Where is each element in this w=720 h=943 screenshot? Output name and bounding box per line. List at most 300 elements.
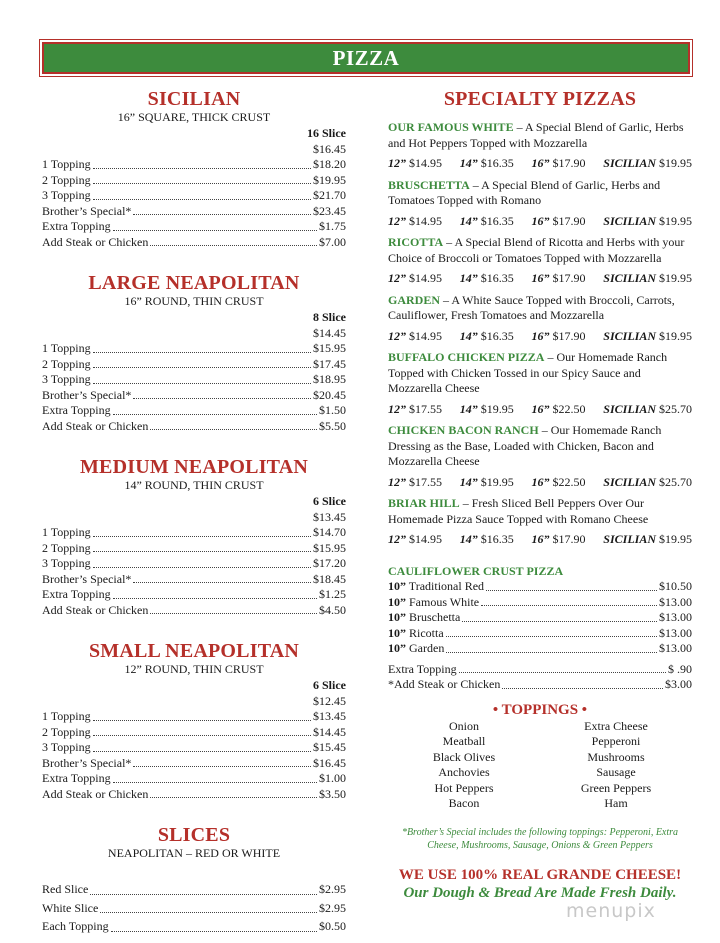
price-value: $17.90: [552, 271, 586, 285]
price-list: [42, 525, 346, 618]
item-price: $3.50: [319, 786, 346, 801]
price-row: [42, 525, 346, 541]
size-label: 16”: [531, 213, 550, 228]
item-price: $2.95: [319, 900, 346, 915]
price-row: [388, 626, 692, 642]
item-label: 2 Topping: [42, 172, 91, 187]
price-row: [42, 219, 346, 235]
pizza-description: [388, 235, 692, 266]
pizza-desc-text: – A Special Blend of Garlic, Herbs and Hot Peppers Topped with Mozzarella: [388, 120, 684, 150]
price-row: [42, 157, 346, 173]
item-price: $17.45: [313, 356, 346, 371]
size-price: [460, 532, 514, 548]
size-label: SICILIAN: [603, 328, 656, 343]
item-price: $17.20: [313, 556, 346, 570]
price-value: $16.35: [480, 156, 514, 170]
item-label: 1 Topping: [42, 525, 91, 539]
size-label: 16 Slice: [307, 126, 346, 140]
dot-leader: [93, 536, 311, 537]
topping-item: Green Peppers: [580, 780, 652, 795]
price-row: [42, 787, 346, 803]
item-label: 3 Topping: [42, 556, 91, 570]
section-title: SICILIAN: [147, 88, 241, 110]
pizza-prices: [388, 402, 692, 418]
specialty-pizza: [388, 293, 692, 345]
item-size: 10”: [388, 641, 406, 655]
section-subtitle: 16” ROUND, THIN CRUST: [124, 294, 264, 308]
size-label: 6 Slice: [313, 678, 346, 692]
pizza-name: OUR FAMOUS WHITE: [388, 120, 514, 134]
item-price: $2.95: [319, 882, 346, 896]
item-label: 2 Topping: [42, 540, 91, 555]
dot-leader: [100, 912, 317, 913]
dot-leader: [90, 894, 317, 895]
specialty-pizza: [388, 235, 692, 287]
cauliflower-section: [388, 564, 692, 693]
price-value: $22.50: [552, 474, 586, 489]
dot-leader: [133, 582, 311, 583]
size-label: 12”: [388, 328, 406, 343]
specialty-pizza: [388, 496, 692, 548]
dot-leader: [113, 414, 317, 415]
section-title: LARGE NEAPOLITAN: [88, 272, 300, 294]
size-label: SICILIAN: [603, 156, 656, 170]
sicilian-section: [42, 88, 346, 250]
price-row: [388, 677, 692, 693]
item-label: 1 Topping: [42, 709, 91, 723]
toppings-section: [388, 701, 692, 812]
size-label: 14”: [459, 271, 478, 285]
item-size: 10”: [388, 625, 406, 640]
price-row: [42, 709, 346, 725]
slices-section: [42, 824, 346, 936]
left-column: [42, 86, 346, 936]
specialty-title: SPECIALTY PIZZAS: [443, 88, 637, 110]
topping-item: Extra Cheese: [584, 718, 648, 733]
size-label: 16”: [531, 271, 550, 285]
pizza-description: [388, 178, 692, 209]
item-label: 3 Topping: [42, 188, 91, 202]
price-row: [42, 603, 346, 619]
price-value: $14.95: [409, 213, 442, 228]
price-row: [42, 587, 346, 603]
item-label: Add Steak or Chicken: [42, 602, 149, 617]
size-price: [460, 271, 514, 287]
dot-leader: [133, 214, 311, 215]
price-row: [388, 641, 692, 657]
item-price: $18.45: [313, 571, 346, 586]
size-label: 14”: [459, 474, 478, 489]
price-value: $16.35: [480, 328, 514, 343]
cauliflower-extras: [388, 662, 692, 693]
price-row: [42, 357, 346, 373]
price-row: [42, 419, 346, 435]
price-value: $19.95: [658, 532, 692, 546]
section-subtitle: NEAPOLITAN – RED OR WHITE: [107, 846, 281, 860]
price-row: [388, 579, 692, 595]
item-size: 10”: [388, 579, 406, 593]
dot-leader: [113, 230, 317, 231]
item-price: $0.50: [319, 919, 346, 933]
item-price: $15.95: [313, 341, 346, 355]
item-price: $13.00: [659, 594, 692, 609]
price-list: [42, 709, 346, 802]
dot-leader: [502, 688, 663, 689]
item-label: Extra Topping: [42, 403, 111, 417]
item-label: Brother’s Special*: [42, 203, 132, 218]
item-label: *Add Steak or Chicken: [388, 677, 501, 691]
size-label: 16”: [531, 328, 550, 343]
specialty-pizza: [388, 350, 692, 417]
pizza-name: BUFFALO CHICKEN PIZZA: [388, 350, 545, 364]
item-price: $23.45: [313, 203, 346, 218]
size-price: [603, 156, 692, 172]
dot-leader: [462, 621, 657, 622]
price-row: [42, 403, 346, 419]
specialty-pizza: [388, 423, 692, 490]
size-label: 14”: [459, 401, 478, 416]
dot-leader: [150, 245, 317, 246]
pizza-description: [388, 293, 692, 324]
price-row: [42, 541, 346, 557]
price-row: [42, 740, 346, 756]
item-price: $1.00: [319, 771, 346, 785]
topping-item: Ham: [604, 796, 628, 810]
price-value: $16.35: [480, 532, 514, 546]
price-row: [42, 173, 346, 189]
section-title: SLICES: [157, 824, 231, 846]
item-label: Extra Topping: [42, 587, 111, 601]
dot-leader: [93, 367, 311, 368]
dot-leader: [446, 652, 657, 653]
price-row: [42, 372, 346, 388]
price-value: $14.95: [409, 156, 442, 170]
topping-item: Pepperoni: [591, 734, 641, 748]
price-row: [42, 388, 346, 404]
item-price: $13.45: [313, 709, 346, 723]
item-price: $1.25: [319, 587, 346, 601]
cauliflower-title: CAULIFLOWER CRUST PIZZA: [388, 563, 564, 578]
size-label: 8 Slice: [313, 310, 346, 324]
item-name: Bruschetta: [409, 610, 461, 624]
item-price: $1.50: [319, 403, 346, 417]
item-price: $7.00: [319, 234, 346, 249]
item-label: [388, 626, 444, 642]
size-label: 16”: [531, 532, 550, 546]
size-price: [603, 214, 692, 230]
right-column: [388, 86, 692, 902]
size-price: [603, 532, 692, 548]
size-price: [388, 402, 442, 418]
size-label: 12”: [388, 401, 406, 416]
pizza-description: [388, 120, 692, 151]
price-row: [42, 188, 346, 204]
pizza-description: [388, 350, 692, 397]
item-name: Garden: [409, 641, 445, 655]
size-price: [532, 475, 586, 491]
topping-item: Bacon: [448, 796, 480, 810]
price-row: [42, 880, 346, 899]
item-label: [388, 610, 460, 626]
topping-item: Hot Peppers: [434, 780, 494, 795]
item-price: $4.50: [319, 602, 346, 617]
section-subtitle: 12” ROUND, THIN CRUST: [124, 662, 264, 676]
item-label: Add Steak or Chicken: [42, 234, 149, 249]
dot-leader: [93, 567, 311, 568]
dot-leader: [133, 766, 311, 767]
pizza-desc-text: – A Special Blend of Ricotta and Herbs with your Choice of Broccoli or Tomatoes Topped with Mozzarella: [388, 235, 685, 265]
item-price: $15.45: [313, 740, 346, 754]
price-value: $17.55: [409, 474, 442, 489]
price-value: $17.90: [552, 328, 586, 343]
item-label: [388, 595, 479, 611]
size-label: 14”: [459, 213, 478, 228]
size-price: [388, 329, 442, 345]
price-value: $17.90: [552, 532, 586, 546]
price-row: [42, 556, 346, 572]
price-value: $16.35: [480, 271, 514, 285]
item-price: $14.70: [313, 525, 346, 539]
watermark: menupix: [566, 900, 656, 922]
size-price: [603, 475, 692, 491]
price-value: $14.95: [409, 271, 442, 285]
price-list: [42, 157, 346, 250]
pizza-prices: [388, 214, 692, 230]
item-label: 1 Topping: [42, 341, 91, 355]
price-row: [42, 756, 346, 772]
size-label: SICILIAN: [603, 271, 656, 285]
item-label: Brother’s Special*: [42, 571, 132, 586]
price-value: $19.95: [658, 328, 692, 343]
pizza-prices: [388, 271, 692, 287]
pizza-name: RICOTTA: [388, 235, 444, 249]
dot-leader: [486, 590, 657, 591]
price-list: [42, 341, 346, 434]
size-price: [603, 329, 692, 345]
specialty-pizza: [388, 178, 692, 230]
dot-leader: [93, 735, 311, 736]
item-label: Extra Topping: [42, 771, 111, 785]
dot-leader: [481, 605, 657, 606]
item-price: $14.45: [313, 724, 346, 739]
price-value: $14.95: [409, 328, 442, 343]
size-label: 14”: [459, 156, 478, 170]
price-row: [42, 204, 346, 220]
pizza-banner: PIZZA: [42, 42, 690, 74]
size-price: [532, 329, 586, 345]
price-value: $16.35: [480, 213, 514, 228]
size-price: [603, 271, 692, 287]
price-row: [42, 341, 346, 357]
item-name: Traditional Red: [408, 579, 485, 593]
price-value: $19.95: [658, 271, 692, 285]
topping-item: Anchovies: [438, 765, 490, 779]
topping-item: Mushrooms: [587, 749, 645, 764]
specialty-list: [388, 120, 692, 548]
item-label: 3 Topping: [42, 740, 91, 754]
item-name: Famous White: [409, 594, 480, 609]
size-label: 12”: [388, 213, 406, 228]
dot-leader: [93, 183, 311, 184]
price-row: [42, 771, 346, 787]
topping-item: Black Olives: [432, 749, 496, 764]
item-label: Add Steak or Chicken: [42, 786, 149, 801]
pizza-desc-text: – Fresh Sliced Bell Peppers Over Our Homemade Pizza Sauce Topped with Romano Cheese: [388, 496, 649, 526]
size-label: SICILIAN: [603, 213, 656, 228]
pizza-desc-text: – Our Homemade Ranch Topped with Chicken Tossed in our Spicy Sauce and Mozzarella Cheese: [388, 350, 668, 395]
price-row: [42, 899, 346, 918]
size-label: 14”: [459, 532, 478, 546]
section-subtitle: 14” ROUND, THIN CRUST: [124, 478, 264, 492]
pizza-prices: [388, 329, 692, 345]
item-name: Ricotta: [409, 625, 444, 640]
item-label: Add Steak or Chicken: [42, 418, 149, 433]
price-value: $19.95: [658, 213, 692, 228]
price-row: [388, 610, 692, 626]
price-row: [42, 917, 346, 936]
pizza-prices: [388, 475, 692, 491]
size-price: [388, 271, 442, 287]
price-row: [42, 572, 346, 588]
specialty-pizza: [388, 120, 692, 172]
section-title: MEDIUM NEAPOLITAN: [79, 456, 309, 478]
pizza-desc-text: – Our Homemade Ranch Dressing as the Base, Loaded with Chicken, Bacon and Mozzarella Cheese: [388, 423, 662, 468]
price-value: $17.90: [552, 213, 586, 228]
base-price: $13.45: [313, 509, 346, 524]
size-label: 16”: [531, 401, 550, 416]
toppings-grid: [388, 719, 692, 812]
item-label: Each Topping: [42, 919, 109, 933]
price-value: $25.70: [658, 474, 692, 489]
section-title: SMALL NEAPOLITAN: [88, 640, 300, 662]
size-label: 14”: [459, 328, 478, 343]
dot-leader: [150, 429, 317, 430]
price-value: $22.50: [552, 401, 586, 416]
dot-leader: [459, 672, 666, 673]
price-row: [42, 235, 346, 251]
pizza-desc-text: – A Special Blend of Garlic, Herbs and Tomatoes Topped with Romano: [388, 177, 661, 207]
price-list: [42, 880, 346, 936]
size-price: [460, 214, 514, 230]
item-price: $5.50: [319, 418, 346, 433]
item-label: [388, 641, 444, 657]
dot-leader: [133, 398, 311, 399]
section-subtitle: 16” SQUARE, THICK CRUST: [117, 110, 271, 124]
item-price: $ .90: [668, 661, 692, 676]
item-label: 1 Topping: [42, 157, 91, 171]
size-price: [388, 214, 442, 230]
price-row: [42, 725, 346, 741]
item-label: Extra Topping: [42, 219, 111, 233]
size-label: 16”: [531, 474, 550, 489]
price-value: $25.70: [658, 401, 692, 416]
dot-leader: [113, 782, 317, 783]
pizza-description: [388, 496, 692, 527]
dot-leader: [93, 751, 311, 752]
item-size: 10”: [388, 610, 406, 624]
item-label: Red Slice: [42, 882, 89, 896]
item-price: $21.70: [313, 188, 346, 202]
dot-leader: [93, 199, 311, 200]
size-price: [388, 532, 442, 548]
item-label: 3 Topping: [42, 372, 91, 386]
item-price: $18.20: [313, 157, 346, 171]
dot-leader: [93, 352, 311, 353]
item-price: $13.00: [659, 625, 692, 640]
pizza-name: BRUSCHETTA: [388, 177, 470, 192]
item-price: $3.00: [665, 677, 692, 691]
pizza-prices: [388, 532, 692, 548]
item-price: $13.00: [659, 610, 692, 624]
size-price: [388, 475, 442, 491]
price-value: $14.95: [409, 532, 442, 546]
price-value: $17.55: [409, 401, 442, 416]
size-price: [460, 329, 514, 345]
dot-leader: [93, 383, 311, 384]
base-price: $12.45: [313, 693, 346, 708]
medium-neapolitan-section: [42, 456, 346, 618]
size-price: [460, 156, 514, 172]
cauliflower-list: [388, 579, 692, 657]
pizza-desc-text: – A White Sauce Topped with Broccoli, Carrots, Cauliflower, Fresh Tomatoes and Mozzarella: [388, 292, 675, 322]
size-label: 16”: [531, 156, 550, 170]
price-value: $19.95: [658, 156, 692, 170]
dot-leader: [93, 551, 311, 552]
size-label: 12”: [388, 271, 406, 285]
topping-item: Meatball: [442, 734, 486, 748]
base-price: $14.45: [313, 325, 346, 340]
pizza-name: CHICKEN BACON RANCH: [388, 423, 539, 437]
dough-slogan: Our Dough & Bread Are Made Fresh Daily.: [403, 884, 677, 901]
price-row: [388, 595, 692, 611]
price-value: $19.95: [480, 474, 514, 489]
item-price: $18.95: [313, 372, 346, 386]
item-price: $20.45: [313, 387, 346, 402]
pizza-prices: [388, 156, 692, 172]
size-label: 6 Slice: [313, 494, 346, 508]
item-price: $1.75: [319, 219, 346, 233]
size-label: 12”: [388, 532, 406, 546]
size-price: [532, 156, 586, 172]
size-price: [603, 402, 692, 418]
size-price: [532, 532, 586, 548]
item-label: 2 Topping: [42, 356, 91, 371]
item-price: $16.45: [313, 755, 346, 770]
size-price: [532, 271, 586, 287]
item-label: Brother’s Special*: [42, 387, 132, 402]
size-price: [460, 402, 514, 418]
toppings-title: • TOPPINGS •: [492, 701, 588, 718]
size-label: SICILIAN: [603, 532, 656, 546]
size-label: SICILIAN: [603, 401, 656, 416]
size-price: [532, 402, 586, 418]
size-label: SICILIAN: [603, 474, 656, 489]
price-row: [388, 662, 692, 678]
cheese-slogan: WE USE 100% REAL GRANDE CHEESE!: [398, 866, 682, 883]
item-label: White Slice: [42, 900, 99, 915]
dot-leader: [93, 720, 311, 721]
item-size: 10”: [388, 594, 406, 609]
dot-leader: [111, 931, 317, 932]
dot-leader: [113, 598, 317, 599]
price-value: $17.90: [552, 156, 586, 170]
size-label: 12”: [388, 156, 406, 170]
price-value: $19.95: [480, 401, 514, 416]
large-neapolitan-section: [42, 272, 346, 434]
pizza-name: GARDEN: [388, 292, 441, 307]
size-label: 12”: [388, 474, 406, 489]
item-price: $15.95: [313, 540, 346, 555]
